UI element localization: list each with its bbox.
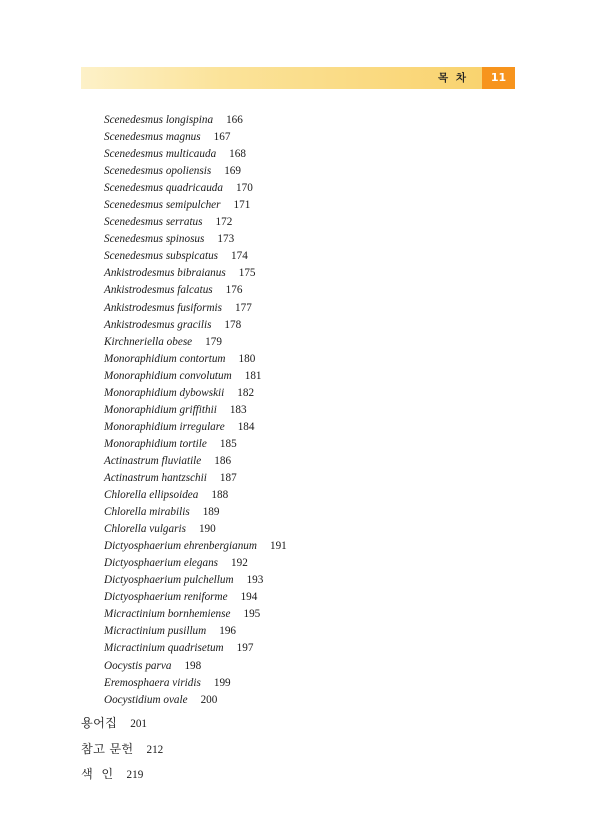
toc-entry — [104, 163, 287, 180]
species-name: Monoraphidium irregulare — [104, 420, 225, 433]
toc-entry — [104, 368, 287, 385]
page-ref: 170 — [236, 182, 253, 195]
page-ref: 191 — [269, 540, 287, 553]
species-name: Chlorella ellipsoidea — [104, 489, 199, 502]
page-number: 11 — [490, 71, 507, 84]
page-ref: 190 — [198, 523, 216, 536]
toc-entry — [104, 180, 287, 197]
species-name: Ankistrodesmus bibraianus — [104, 267, 226, 280]
toc-entry — [104, 146, 287, 163]
toc-entry — [104, 129, 287, 146]
page-ref: 176 — [225, 284, 243, 297]
species-name: Oocystidium ovale — [104, 693, 188, 706]
toc-entry — [104, 231, 287, 248]
page-ref: 184 — [237, 420, 255, 433]
page-ref: 182 — [237, 386, 255, 399]
species-name: Ankistrodesmus gracilis — [104, 318, 212, 331]
species-name: Eremosphaera viridis — [104, 676, 201, 689]
toc-entry — [104, 334, 287, 351]
toc-entry — [104, 402, 287, 419]
species-name: Actinastrum fluviatile — [104, 454, 202, 467]
species-name: Micractinium pusillum — [104, 625, 207, 638]
species-toc-list — [104, 112, 287, 709]
toc-entry — [104, 521, 287, 538]
page-ref: 194 — [240, 591, 258, 604]
page-ref: 186 — [214, 454, 232, 467]
species-name: Monoraphidium griffithii — [104, 403, 217, 416]
toc-entry — [104, 572, 287, 589]
toc-entry — [104, 385, 287, 402]
species-name: Dictyosphaerium elegans — [104, 557, 219, 570]
species-name: Monoraphidium convolutum — [104, 369, 232, 382]
page-ref: 199 — [213, 676, 231, 689]
toc-entry — [104, 606, 287, 623]
page-ref: 200 — [200, 693, 218, 706]
species-name: Monoraphidium contortum — [104, 352, 226, 365]
species-name: Scenedesmus opoliensis — [104, 165, 212, 178]
species-name: Scenedesmus semipulcher — [104, 199, 221, 212]
toc-entry — [104, 317, 287, 334]
page-ref: 175 — [238, 267, 256, 280]
page-ref: 178 — [224, 318, 242, 331]
species-name: Actinastrum hantzschii — [104, 471, 207, 484]
species-name: Ankistrodesmus fusiformis — [104, 301, 222, 314]
toc-entry — [104, 487, 287, 504]
back-matter-toc-list — [81, 712, 163, 789]
page-ref: 192 — [231, 557, 248, 570]
species-name: Scenedesmus quadricauda — [104, 182, 223, 195]
page-ref: 212 — [146, 743, 164, 756]
species-name: Chlorella vulgaris — [104, 523, 186, 536]
section-title: 목 차 — [438, 72, 468, 84]
toc-entry — [104, 504, 287, 521]
species-name: Scenedesmus multicauda — [104, 148, 217, 161]
toc-entry — [104, 197, 287, 214]
page-ref: 188 — [211, 489, 229, 502]
section-name: 참고 문헌 — [81, 741, 134, 756]
page-ref: 180 — [238, 352, 256, 365]
species-name: Ankistrodesmus falcatus — [104, 284, 213, 297]
page-ref: 166 — [226, 114, 243, 126]
species-name: Scenedesmus subspicatus — [104, 250, 219, 263]
toc-entry — [104, 623, 287, 640]
section-name: 용어집 — [81, 716, 118, 730]
toc-entry — [104, 453, 287, 470]
page-ref: 193 — [246, 574, 264, 587]
section-name: 색 인 — [81, 767, 114, 781]
page-ref: 219 — [126, 769, 144, 781]
toc-entry — [104, 640, 287, 657]
toc-entry — [104, 112, 287, 129]
species-name: Oocystis parva — [104, 659, 172, 672]
toc-entry — [104, 214, 287, 231]
page-ref: 174 — [231, 250, 248, 263]
page-ref: 198 — [184, 659, 202, 672]
toc-entry — [104, 589, 287, 606]
toc-entry — [104, 538, 287, 555]
species-name: Dictyosphaerium ehrenbergianum — [104, 540, 257, 553]
toc-section-entry — [81, 763, 163, 789]
page-ref: 187 — [219, 471, 237, 484]
page-ref: 177 — [235, 301, 252, 314]
species-name: Chlorella mirabilis — [104, 506, 190, 519]
toc-entry — [104, 555, 287, 572]
toc-section-entry — [81, 712, 163, 738]
page-ref: 197 — [236, 642, 254, 655]
page-ref: 179 — [205, 335, 222, 348]
toc-entry — [104, 436, 287, 453]
page-ref: 171 — [233, 199, 251, 212]
species-name: Micractinium bornhemiense — [104, 608, 231, 621]
species-name: Micractinium quadrisetum — [104, 642, 224, 655]
toc-entry — [104, 265, 287, 282]
page-ref: 196 — [219, 625, 237, 638]
species-name: Kirchneriella obese — [104, 335, 193, 348]
page-ref: 195 — [243, 608, 261, 621]
toc-entry — [104, 419, 287, 436]
page-ref: 168 — [229, 148, 246, 161]
page-ref: 181 — [244, 369, 262, 382]
species-name: Dictyosphaerium reniforme — [104, 591, 228, 604]
page-ref: 172 — [215, 216, 233, 229]
toc-entry — [104, 470, 287, 487]
header-band — [81, 67, 482, 89]
species-name: Monoraphidium tortile — [104, 437, 207, 450]
page-ref: 173 — [217, 233, 235, 246]
toc-section-entry — [81, 738, 163, 764]
species-name: Scenedesmus spinosus — [104, 233, 205, 246]
toc-entry — [104, 658, 287, 675]
page-ref: 201 — [130, 718, 148, 730]
toc-entry — [104, 282, 287, 299]
page-ref: 185 — [219, 437, 237, 450]
page-ref: 169 — [224, 165, 241, 178]
species-name: Monoraphidium dybowskii — [104, 386, 225, 399]
toc-entry — [104, 248, 287, 265]
species-name: Dictyosphaerium pulchellum — [104, 574, 234, 587]
toc-entry — [104, 692, 287, 709]
species-name: Scenedesmus longispina — [104, 114, 214, 126]
page-ref: 183 — [229, 403, 247, 416]
toc-entry — [104, 300, 287, 317]
toc-entry — [104, 675, 287, 692]
species-name: Scenedesmus magnus — [104, 131, 201, 144]
page-ref: 189 — [202, 506, 220, 519]
toc-entry — [104, 351, 287, 368]
species-name: Scenedesmus serratus — [104, 216, 203, 229]
page-number-box — [482, 67, 515, 89]
page-ref: 167 — [213, 131, 231, 144]
